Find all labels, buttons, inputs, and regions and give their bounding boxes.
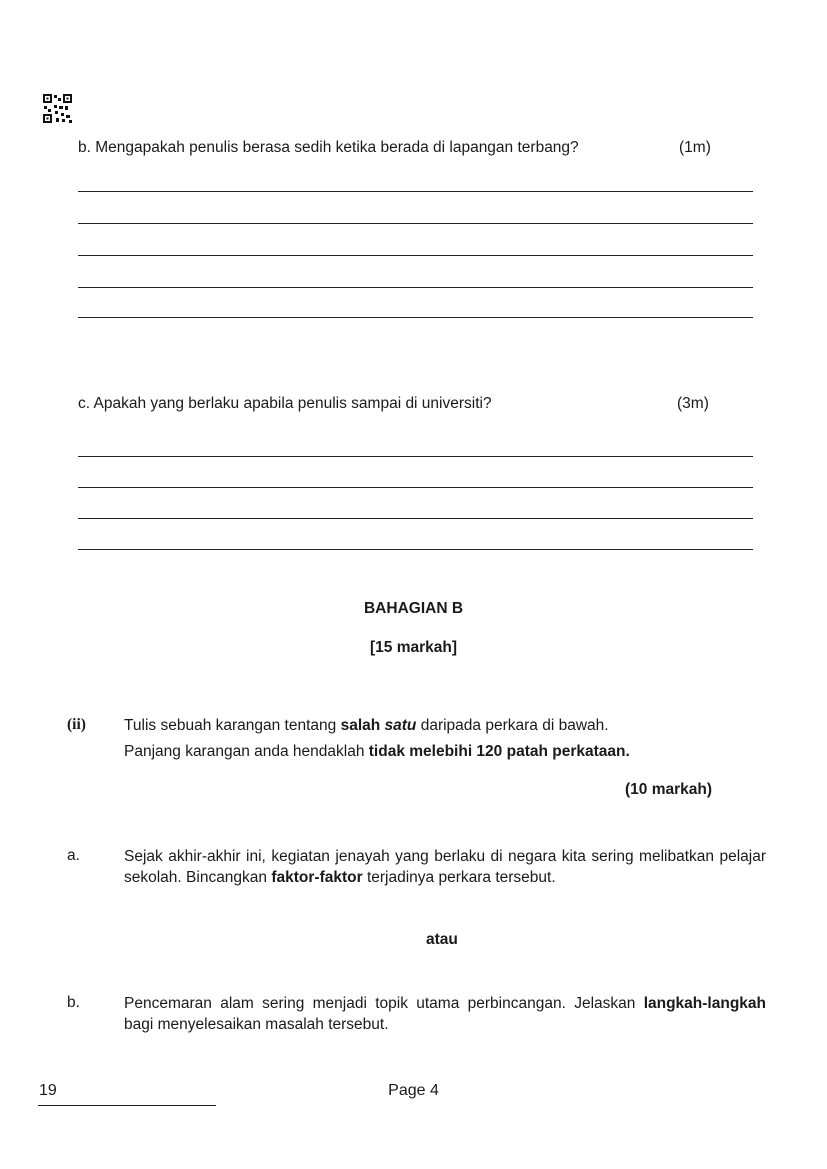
option-b-text-start: Pencemaran alam sering menjadi topik utama perbincangan. Jelaskan [124,995,644,1012]
part-numeral: (ii) [67,716,86,733]
footer-number: 19 [39,1082,57,1099]
instruction-line-2 [124,741,766,762]
option-a-text [124,846,766,888]
instruction-text: Panjang karangan anda hendaklah [124,743,369,760]
answer-line[interactable] [78,518,753,519]
section-marks: [15 markah] [369,639,457,656]
question-b-text: b. Mengapakah penulis berasa sedih ketika berada di lapangan terbang? [78,139,579,156]
answer-line[interactable] [78,287,753,288]
answer-line[interactable] [78,223,753,224]
separator-atau: atau [426,931,458,948]
option-a-text-end: terjadinya perkara tersebut. [362,869,556,886]
answer-line[interactable] [78,191,753,192]
question-c-text: c. Apakah yang berlaku apabila penulis sampai di universiti? [78,395,492,412]
answer-line[interactable] [78,487,753,488]
instruction-text: daripada perkara di bawah. [416,717,609,734]
option-b-text [124,993,766,1035]
page-number: Page 4 [388,1082,439,1099]
answer-line[interactable] [78,317,753,318]
option-a-keyword: faktor-faktor [271,869,363,886]
answer-line[interactable] [78,456,753,457]
option-b-letter: b. [67,994,80,1011]
instruction-emphasis: salah [340,717,385,734]
part-marks: (10 markah) [625,781,713,798]
answer-line[interactable] [78,549,753,550]
option-a-text-start: Sejak akhir-akhir ini, kegiatan jenayah yang berlaku di negara kita sering melibatkan pelajar sekolah. Bincangkan [124,848,766,886]
word-limit: tidak melebihi 120 patah perkataan. [368,743,630,760]
question-b-marks: (1m) [679,139,711,156]
instruction-text: Tulis sebuah karangan tentang [124,717,341,734]
section-title: BAHAGIAN B [363,600,464,617]
question-c-marks: (3m) [677,395,709,412]
option-a-letter: a. [67,847,80,864]
option-b-text-end: bagi menyelesaikan masalah tersebut. [124,1016,389,1033]
qr-code-icon [42,93,73,124]
instruction-emphasis-italic: satu [384,717,417,734]
instruction-line-1 [124,715,766,736]
answer-line[interactable] [78,255,753,256]
option-b-keyword: langkah-langkah [643,995,766,1012]
footer-divider [38,1105,216,1106]
